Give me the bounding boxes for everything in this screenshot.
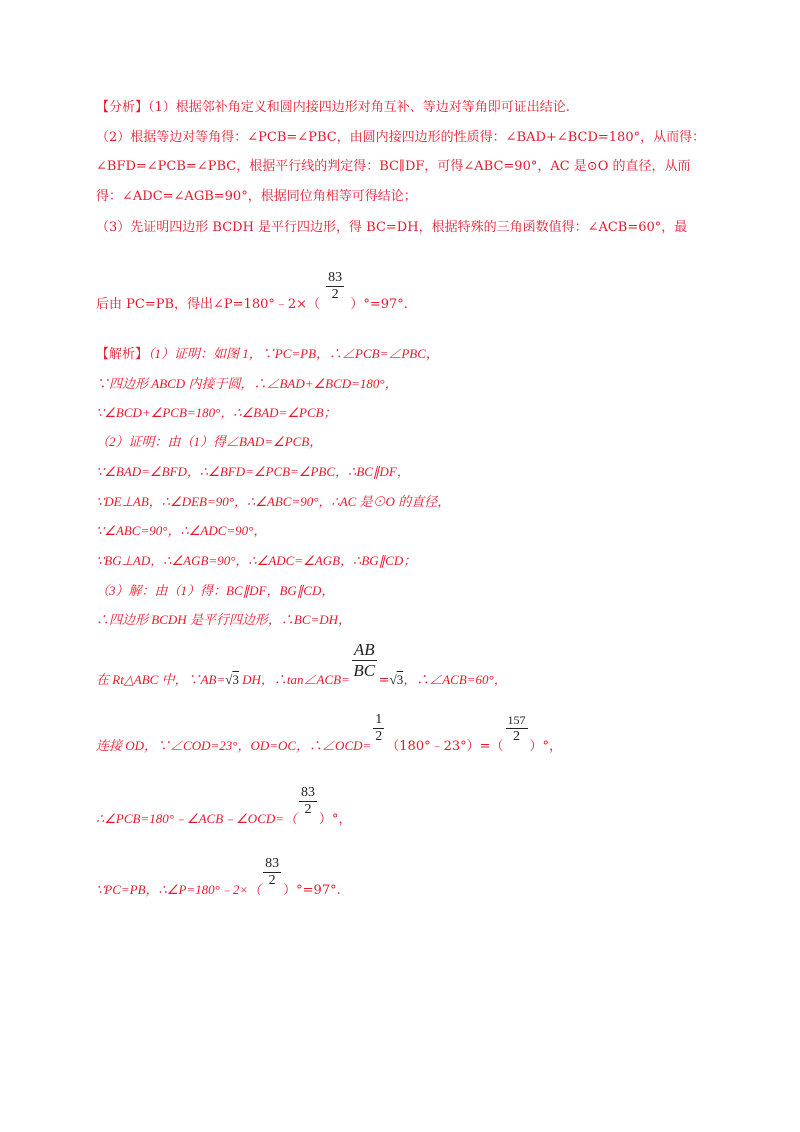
fraction-numerator: 83 <box>328 270 343 285</box>
solution-text-4: （2）证明：由（1）得∠BAD=∠PCB， <box>96 434 323 449</box>
analysis-label: 【分析】 <box>96 100 149 115</box>
analysis-line-1 <box>96 99 760 117</box>
solution-text-12a: 连接 OD，∵∠COD=23°，OD=OC，∴∠OCD= <box>96 738 372 753</box>
solution-text-7: ∵∠ABC=90°，∴∠ADC=90°， <box>96 523 267 538</box>
solution-text-13a: ∴∠PCB=180°﹣∠ACB﹣∠OCD=（ <box>96 811 298 826</box>
fraction-numerator: AB <box>353 640 375 659</box>
fraction-83-over-2 <box>326 270 344 303</box>
solution-text-5: ∵∠BAD=∠BFD，∴∠BFD=∠PCB=∠PBC，∴BC∥DF， <box>96 464 410 479</box>
solution-text-2: ∵四边形 ABCD 内接于圆，∴∠BAD+∠BCD=180°， <box>96 376 398 391</box>
analysis-text-4: 得：∠ADC=∠AGB=90°，根据同位角相等可得结论； <box>96 189 417 204</box>
fraction-numerator: 83 <box>265 856 280 871</box>
analysis-line-6 <box>96 270 760 312</box>
solution-text-14a: ∵PC=PB，∴∠P=180°﹣2×（ <box>96 882 262 897</box>
solution-line-1 <box>96 345 760 364</box>
solution-line-7 <box>96 522 760 540</box>
fraction-157-over-2 <box>506 712 528 745</box>
solution-text-10: ∴四边形 BCDH 是平行四边形，∴BC=DH， <box>96 612 352 627</box>
fraction-denominator: 2 <box>331 287 339 302</box>
analysis-text-5: （3）先证明四边形 BCDH 是平行四边形，得 BC=DH，根据特殊的三角函数值得：∠ACB=60°，最 <box>96 220 688 235</box>
solution-text-1: （1）证明：如图 1，∵PC=PB，∴∠PCB=∠PBC， <box>148 346 439 361</box>
fraction-83-over-2-b <box>299 785 317 818</box>
fraction-1-over-2 <box>373 712 384 745</box>
fraction-83-over-2-c <box>263 856 281 889</box>
solution-label: 【解析】 <box>96 347 149 362</box>
solution-line-4 <box>96 433 760 451</box>
fraction-denominator: BC <box>353 661 376 680</box>
solution-line-13 <box>96 785 760 827</box>
analysis-line-5 <box>96 219 760 237</box>
analysis-text-3: ∠BFD=∠PCB=∠PBC，根据平行线的判定得：BC∥DF，可得∠ABC=90°，AC 是⊙O 的直径，从而 <box>96 159 691 174</box>
fraction-denominator: 2 <box>304 802 312 817</box>
solution-line-8 <box>96 552 760 570</box>
solution-line-11 <box>96 640 760 688</box>
analysis-line-2 <box>96 129 760 147</box>
sqrt-radicand: 3 <box>232 672 239 687</box>
fraction-numerator: 83 <box>301 785 316 800</box>
solution-text-14b: ）°=97°. <box>283 883 341 898</box>
analysis-text-6-post: ）°=97°. <box>350 297 408 312</box>
solution-text-12c: ）°， <box>529 739 563 754</box>
fraction-ab-over-bc <box>352 640 377 681</box>
analysis-line-3 <box>96 158 760 176</box>
solution-text-11d: ，∴∠ACB=60°， <box>403 672 507 687</box>
solution-line-14 <box>96 856 760 898</box>
solution-text-9: （3）解：由（1）得：BC∥DF，BG∥CD， <box>96 583 335 598</box>
sqrt-radicand: 3 <box>396 672 404 687</box>
fraction-denominator: 2 <box>513 729 521 744</box>
sqrt-3-second: √3 <box>389 672 404 687</box>
fraction-denominator: 2 <box>268 873 276 888</box>
solution-text-11c: = <box>378 673 390 688</box>
solution-text-6: ∵DE⊥AB，∴∠DEB=90°，∴∠ABC=90°，∴AC 是⊙O 的直径， <box>96 494 451 509</box>
solution-line-5 <box>96 463 760 481</box>
solution-line-10 <box>96 611 760 629</box>
solution-text-3: ∵∠BCD+∠PCB=180°，∴∠BAD=∠PCB； <box>96 405 337 420</box>
solution-text-11a: 在 Rt△ABC 中，∵AB= <box>96 672 226 687</box>
solution-text-12b: （180°﹣23°）=（ <box>386 739 504 754</box>
sqrt-3: √3 <box>225 672 239 687</box>
analysis-text-2: （2）根据等边对等角得：∠PCB=∠PBC，由圆内接四边形的性质得：∠BAD+∠BCD=180°，从而得： <box>96 130 706 145</box>
fraction-denominator: 2 <box>375 729 383 744</box>
solution-line-12 <box>96 712 760 754</box>
fraction-numerator: 157 <box>507 713 526 727</box>
solution-text-11b: DH，∴tan∠ACB= <box>238 672 350 687</box>
analysis-text-1: （1）根据邻补角定义和圆内接四边形对角互补、等边对等角即可证出结论. <box>148 100 570 115</box>
solution-line-6 <box>96 493 760 511</box>
solution-line-3 <box>96 404 760 422</box>
solution-text-8: ∵BG⊥AD，∴∠AGB=90°，∴∠ADC=∠AGB，∴BG∥CD； <box>96 553 417 568</box>
solution-line-9 <box>96 582 760 600</box>
solution-text-13b: ）°， <box>319 812 352 827</box>
fraction-numerator: 1 <box>375 712 383 727</box>
analysis-line-4 <box>96 188 760 206</box>
analysis-text-6-pre: 后由 PC=PB，得出∠P=180°﹣2×（ <box>96 297 321 312</box>
solution-line-2 <box>96 375 760 393</box>
